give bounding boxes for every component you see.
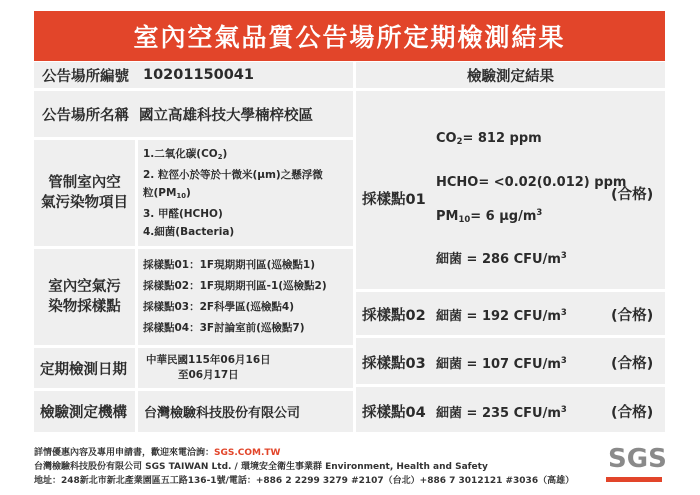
result-p01-hcho: HCHO= <0.02(0.012) ppm [436,175,627,190]
result-p03-verdict: (合格) [611,356,654,372]
date-label: 定期檢測日期 [40,361,127,378]
result-p04 [356,387,665,432]
pollutant-pm10: 2. 粒徑小於等於十微米(μm)之懸浮微 [143,169,323,181]
result-p01-verdict: (合格) [611,187,654,203]
page-title: 室內空氣品質公告場所定期檢測結果 [34,11,665,61]
place-name-label: 公告場所名稱 [42,107,129,124]
footer-url-link[interactable]: SGS.COM.TW [214,448,281,458]
pollutant-bacteria: 4.細菌(Bacteria) [143,226,235,238]
date-line-1: 中華民國115年06月16日 [146,354,271,366]
result-p02 [356,292,665,335]
footer-line-1: 詳情優惠內容及專用申請書，歡迎來電洽詢：SGS.COM.TW [34,448,281,458]
sampling-list [138,249,353,345]
agency-label: 檢驗測定機構 [40,405,127,421]
result-p04-label: 採樣點04 [362,405,426,421]
result-p01-pm10: $PM_{10}= 6$ $\mu g/m^3$ [436,207,543,224]
agency-label-cell [34,391,135,432]
result-p01 [356,91,665,316]
results-header-cell [356,62,665,88]
results-header: 檢驗測定結果 [467,68,554,85]
result-p03-label: 採樣點03 [362,356,426,372]
result-p01-label: 採樣點01 [362,192,426,208]
sampling-point: 採樣點03：2F科學區(巡檢點4) [143,301,294,313]
sampling-label-cell [34,249,135,345]
place-id-row [34,62,353,88]
place-name-value: 國立高雄科技大學楠梓校區 [139,107,313,124]
pollutant-pm10-cont: 粒$(PM_{10})$ [143,187,191,200]
pollutants-label: 管制室內空 氣污染物項目 [41,175,128,211]
sgs-logo: SGS [606,444,664,484]
sampling-label: 室內空氣污 染物採樣點 [48,279,121,315]
date-line-2: 至06月17日 [177,369,239,381]
sampling-point: 採樣點04：3F討論室前(巡檢點7) [143,322,305,334]
result-p01-co2: $CO_2= 812$ ppm [436,131,542,146]
footer-line-2: 台灣檢驗科技股份有限公司 SGS TAIWAN Ltd. / 環境安全衛生事業群 Environment, Health and Safety [34,462,488,472]
footer-line-3: 地址：248新北市新北產業園區五工路136-1號/電話：+886 2 2299 3279 #2107（台北）+886 7 3012121 #3036（高雄） [34,476,575,486]
sampling-point: 採樣點02：1F現期期刊區-1(巡檢點2) [143,280,327,292]
agency-value-cell [138,391,353,432]
agency-value: 台灣檢驗科技股份有限公司 [144,406,301,421]
result-p04-bacteria: 細菌 = 235 CFU/$m^3$ [436,404,567,421]
result-p04-verdict: (合格) [611,405,654,421]
date-label-cell [34,348,135,388]
pollutants-list [138,140,353,246]
result-p03-bacteria: 細菌 = 107 CFU/$m^3$ [436,355,567,372]
sampling-point: 採樣點01：1F現期期刊區(巡檢點1) [143,259,315,271]
result-p03 [356,338,665,384]
result-p02-label: 採樣點02 [362,308,426,324]
pollutants-label-cell [34,140,135,246]
pollutant-co2: 1.二氧化碳$(CO_2)$ [143,148,228,161]
result-p01-bacteria: 細菌 = 286 CFU/$m^3$ [436,250,567,267]
results-table [34,62,665,432]
result-p02-bacteria: 細菌 = 192 CFU/$m^3$ [436,307,567,324]
result-p02-verdict: (合格) [611,308,654,324]
place-name-row [34,91,353,137]
date-value-cell [138,348,353,388]
place-id-value: 10201150041 [143,67,254,83]
pollutant-hcho: 3. 甲醛(HCHO) [143,208,223,220]
footer [34,446,574,488]
place-id-label: 公告場所編號 [42,68,129,85]
